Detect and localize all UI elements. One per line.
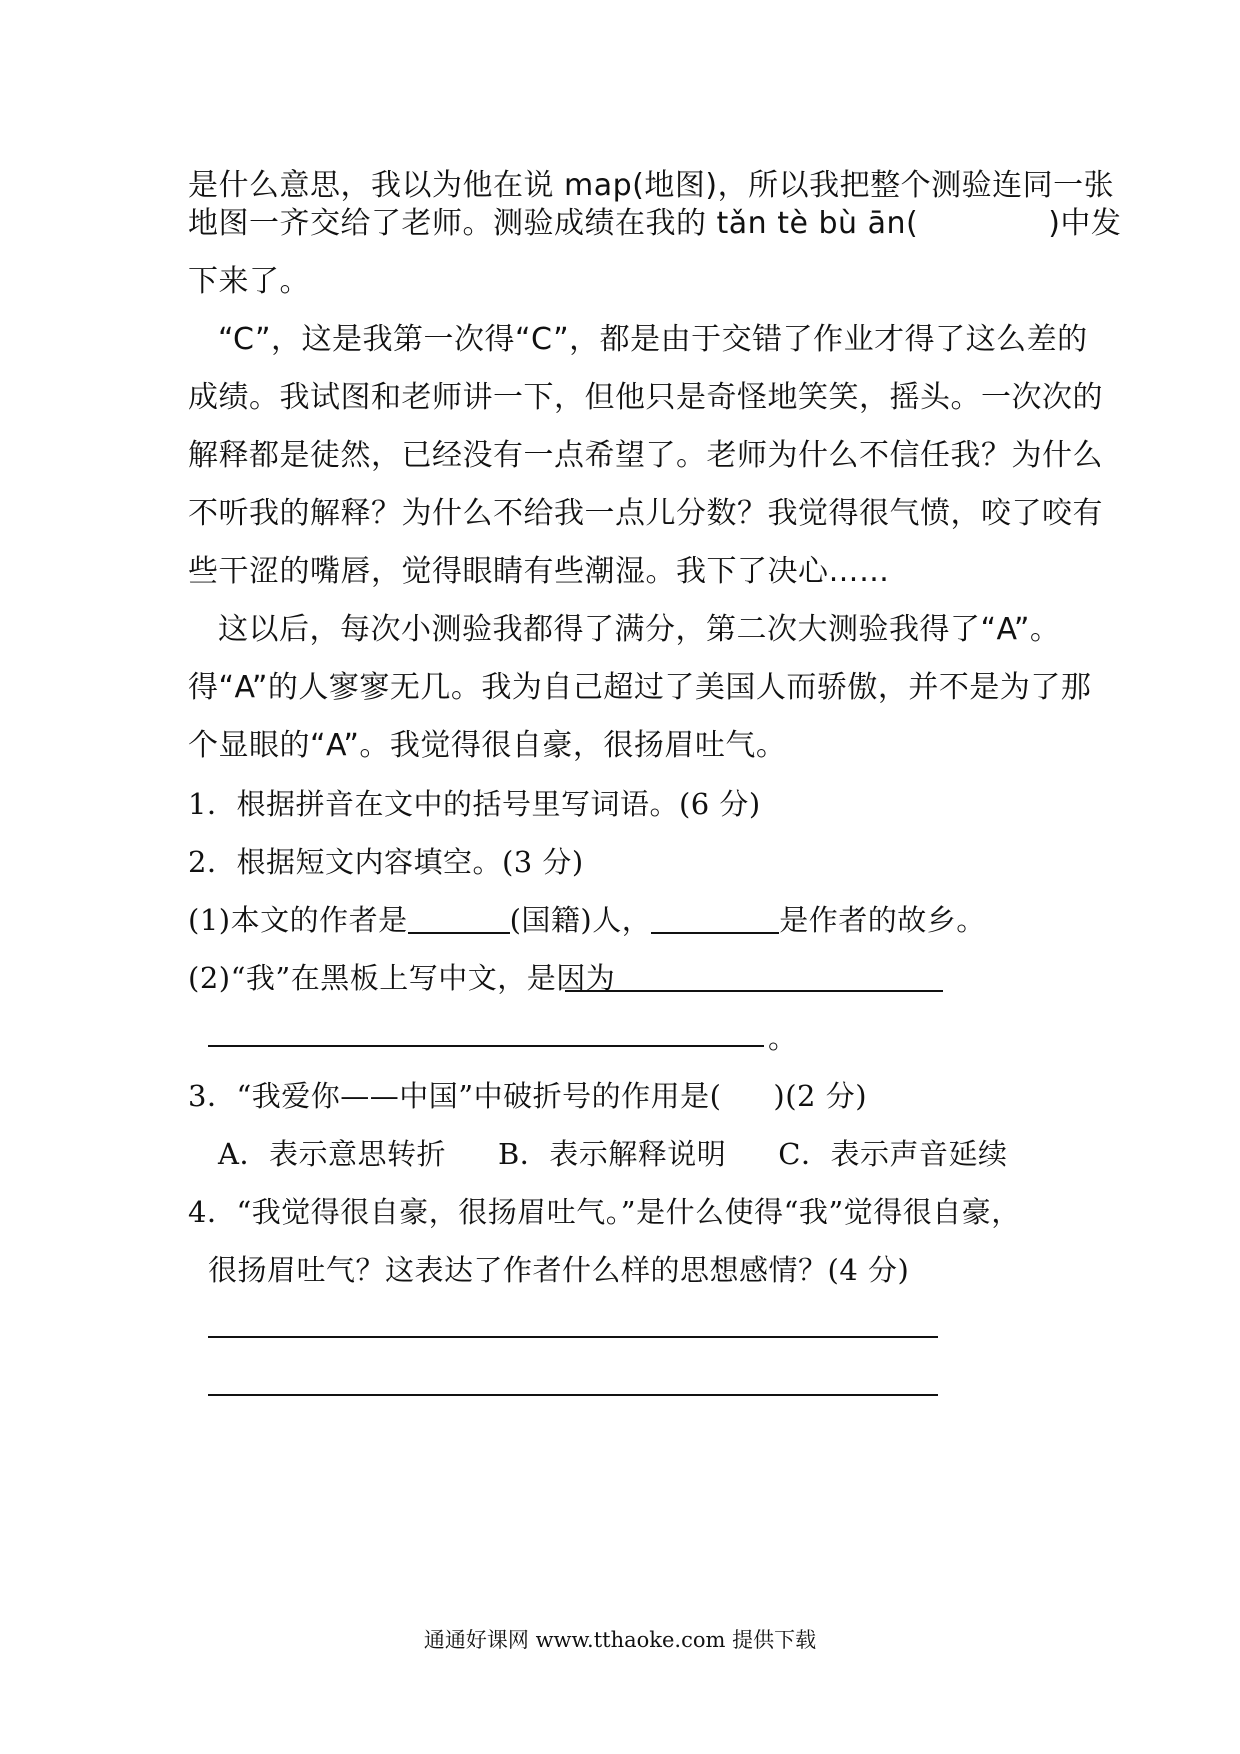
passage-line-7: 不听我的解释？为什么不给我一点儿分数？我觉得很气愤，咬了咬有	[188, 496, 1103, 531]
question-2: 2．根据短文内容填空。(3 分)	[188, 845, 584, 879]
option-c[interactable]: C．表示声音延续	[778, 1137, 1008, 1171]
question-2-1-text-b: (国籍)人，	[509, 903, 652, 937]
question-3-text: 3．“我爱你——中国”中破折号的作用是(	[188, 1079, 722, 1113]
passage-line-3: 下来了。	[188, 264, 310, 299]
passage-line-5: 成绩。我试图和老师讲一下，但他只是奇怪地笑笑，摇头。一次次的	[188, 380, 1103, 415]
passage-line-2	[188, 204, 1122, 244]
answer-line-2-2b[interactable]	[208, 1045, 764, 1047]
question-3-options	[218, 1134, 1088, 1174]
passage-line-2-tail: )中发	[1048, 206, 1122, 241]
nationality-blank[interactable]	[408, 902, 510, 934]
passage-line-8: 些干涩的嘴唇，觉得眼睛有些潮湿。我下了决心……	[188, 554, 890, 589]
answer-line-4a[interactable]	[208, 1336, 938, 1338]
question-2-1-text-a: (1)本文的作者是	[188, 903, 408, 937]
passage-line-11: 个显眼的“A”。我觉得很自豪，很扬眉吐气。	[188, 728, 787, 763]
question-3	[188, 1076, 1058, 1116]
answer-line-2-2a[interactable]	[565, 990, 943, 992]
question-2-2: (2)“我”在黑板上写中文，是因为	[188, 961, 616, 995]
footer-credit: 通通好课网 www.tthaoke.com 提供下载	[423, 1628, 817, 1652]
passage-line-1: 是什么意思，我以为他在说 map(地图)，所以我把整个测验连同一张	[188, 168, 1115, 203]
question-2-1-text-c: 是作者的故乡。	[779, 903, 986, 937]
question-1: 1．根据拼音在文中的括号里写词语。(6 分)	[188, 787, 761, 821]
question-3-points: )(2 分)	[773, 1079, 868, 1113]
answer-line-4b[interactable]	[208, 1394, 938, 1396]
question-2-2-period: 。	[768, 1021, 798, 1055]
hometown-blank[interactable]	[651, 902, 779, 934]
option-b[interactable]: B．表示解释说明	[497, 1137, 727, 1171]
passage-line-10: 得“A”的人寥寥无几。我为自己超过了美国人而骄傲，并不是为了那	[188, 670, 1092, 705]
question-4-line-1: 4．“我觉得很自豪，很扬眉吐气。”是什么使得“我”觉得很自豪，	[188, 1195, 1021, 1229]
question-4-line-2: 很扬眉吐气？这表达了作者什么样的思想感情？(4 分)	[208, 1253, 910, 1287]
passage-line-9: 这以后，每次小测验我都得了满分，第二次大测验我得了“A”。	[218, 612, 1061, 647]
option-a[interactable]: A．表示意思转折	[218, 1137, 446, 1171]
passage-line-2-text: 地图一齐交给了老师。测验成绩在我的 tǎn tè bù ān(	[188, 206, 919, 241]
question-2-1	[188, 900, 1058, 940]
passage-line-4: “C”，这是我第一次得“C”，都是由于交错了作业才得了这么差的	[218, 322, 1088, 357]
passage-line-6: 解释都是徒然，已经没有一点希望了。老师为什么不信任我？为什么	[188, 438, 1103, 473]
